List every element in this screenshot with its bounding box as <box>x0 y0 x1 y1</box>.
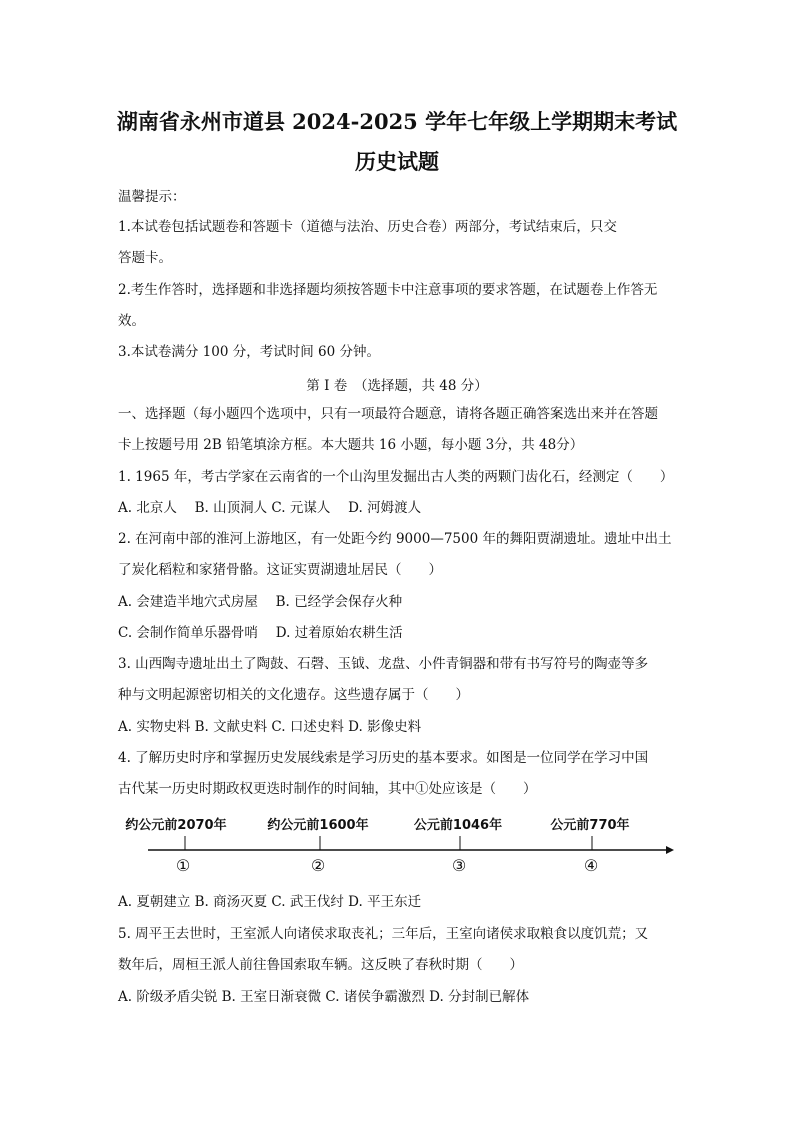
tips-header: 温馨提示： <box>118 189 186 205</box>
tip-line: 1.本试卷包括试题卷和答题卡（道德与法治、历史合卷）两部分，考试结束后，只交 <box>118 219 617 235</box>
timeline-label: 约公元前1600年 <box>267 818 369 833</box>
question-5-options: A. 阶级矛盾尖锐 B. 王室日渐衰微 C. 诸侯争霸激烈 D. 分封制已解体 <box>118 989 530 1005</box>
section-title: 第 I 卷 （选择题，共 48 分） <box>306 378 488 394</box>
question-5-stem: 数年后，周桓王派人前往鲁国索取车辆。这反映了春秋时期（ ） <box>118 957 523 973</box>
question-3-stem: 种与文明起源密切相关的文化遗存。这些遗存属于（ ） <box>118 687 469 703</box>
question-2-stem: 2. 在河南中部的淮河上游地区，有一处距今约 9000—7500 年的舞阳贾湖遗址。遗址中出土 <box>118 531 672 547</box>
timeline-marker: ④ <box>583 856 599 875</box>
question-1-options: A. 北京人 B. 山顶洞人 C. 元谋人 D. 河姆渡人 <box>118 500 422 516</box>
question-3-stem: 3. 山西陶寺遗址出土了陶鼓、石磬、玉钺、龙盘、小件青铜器和带有书写符号的陶壶等多 <box>118 656 649 672</box>
exam-subtitle: 历史试题 <box>355 149 439 174</box>
question-1-stem: 1. 1965 年，考古学家在云南省的一个山沟里发掘出古人类的两颗门齿化石，经测定（ ） <box>118 469 674 485</box>
timeline-arrow-icon <box>666 846 674 854</box>
question-4-stem: 古代某一历史时期政权更迭时制作的时间轴，其中①处应该是（ ） <box>118 781 537 797</box>
timeline-figure <box>118 808 678 878</box>
tip-line: 2.考生作答时，选择题和非选择题均须按答题卡中注意事项的要求答题，在试题卷上作答无 <box>118 282 658 298</box>
question-5-stem: 5. 周平王去世时，王室派人向诸侯求取丧礼；三年后，王室向诸侯求取粮食以度饥荒；又 <box>118 926 649 942</box>
timeline-label: 公元前1046年 <box>413 818 503 833</box>
tip-line: 效。 <box>118 313 145 329</box>
question-4-stem: 4. 了解历史时序和掌握历史发展线索是学习历史的基本要求。如图是一位同学在学习中国 <box>118 750 649 766</box>
question-3-options: A. 实物史料 B. 文献史料 C. 口述史料 D. 影像史料 <box>118 719 422 735</box>
question-2-options: A. 会建造半地穴式房屋 B. 已经学会保存火种 <box>118 594 403 610</box>
section-intro: 卡上按题号用 2B 铅笔填涂方框。本大题共 16 小题，每小题 3分，共 48分） <box>118 437 584 453</box>
exam-title: 湖南省永州市道县 2024-2025 学年七年级上学期期末考试 <box>116 109 678 134</box>
tip-line: 3.本试卷满分 100 分，考试时间 60 分钟。 <box>118 344 380 360</box>
timeline-label: 公元前770年 <box>550 818 630 833</box>
timeline-marker: ③ <box>451 856 467 875</box>
question-4-options: A. 夏朝建立 B. 商汤灭夏 C. 武王伐纣 D. 平王东迁 <box>118 894 422 910</box>
question-2-options: C. 会制作简单乐器骨哨 D. 过着原始农耕生活 <box>118 625 403 641</box>
question-2-stem: 了炭化稻粒和家猪骨骼。这证实贾湖遗址居民（ ） <box>118 562 442 578</box>
tip-line: 答题卡。 <box>118 250 172 266</box>
timeline-marker: ① <box>175 856 191 875</box>
section-intro: 一、选择题（每小题四个选项中，只有一项最符合题意，请将各题正确答案选出来并在答题 <box>118 406 658 422</box>
timeline-label: 约公元前2070年 <box>125 818 227 833</box>
timeline-marker: ② <box>310 856 326 875</box>
